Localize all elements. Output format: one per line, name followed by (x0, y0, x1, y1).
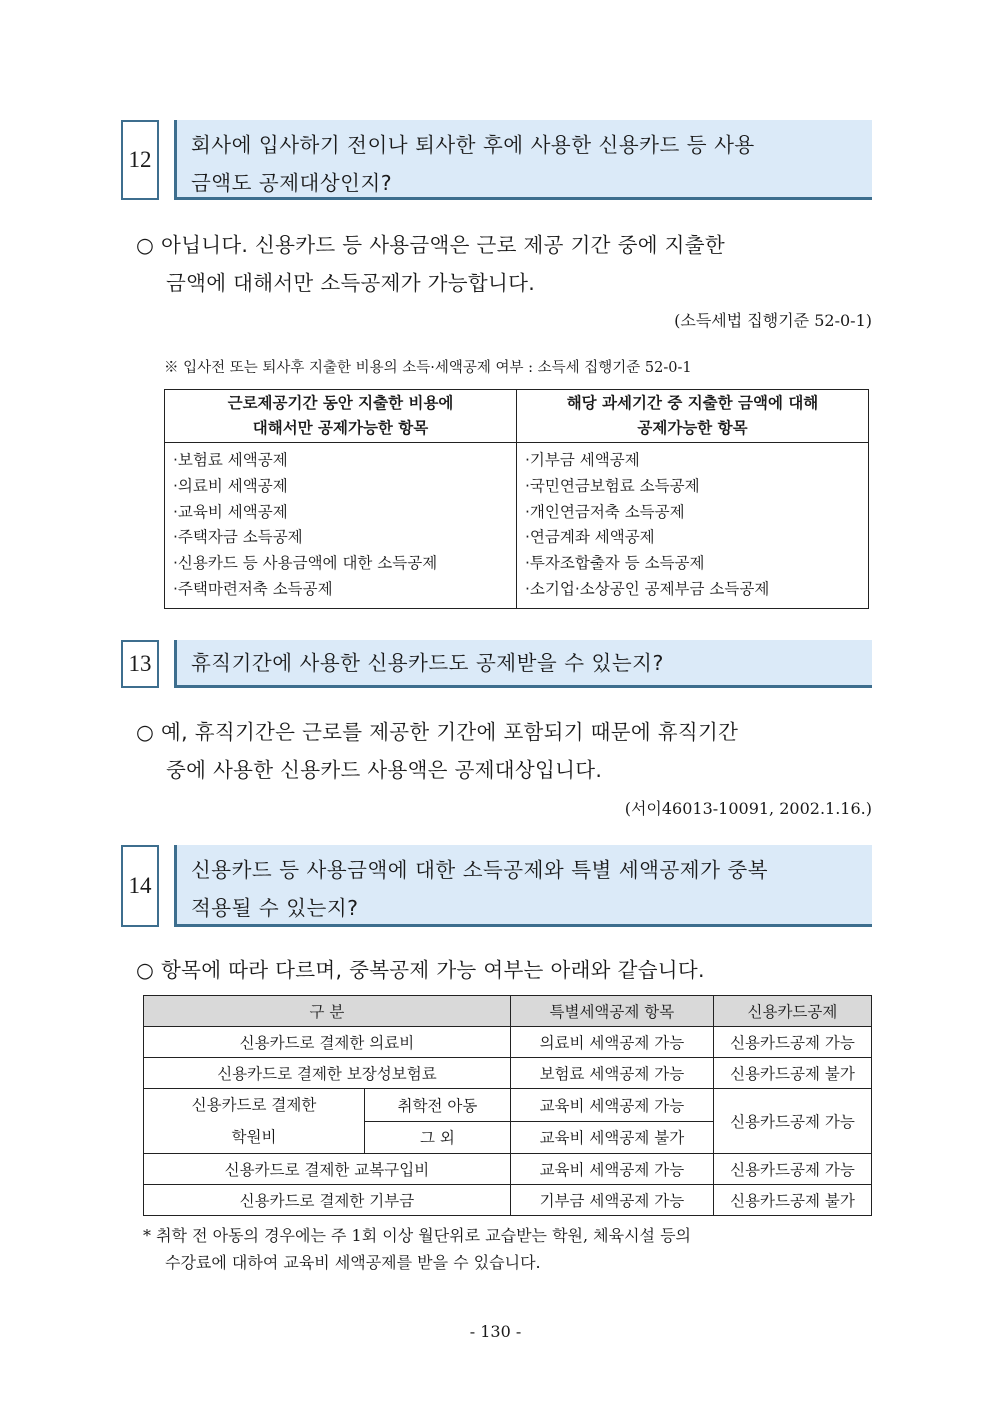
table-header: 근로제공기간 동안 지출한 비용에 대해서만 공제가능한 항목 (165, 390, 517, 443)
question-number: 13 (121, 640, 159, 688)
header-special: 특별세액공제 항목 (510, 996, 713, 1027)
answer-13: ○ 예, 휴직기간은 근로를 제공한 기간에 포함되기 때문에 휴직기간 중에 사용한 신용카드 사용액은 공제대상입니다. (136, 720, 739, 782)
page-number: - 130 - (469, 1322, 522, 1341)
question-number: 12 (121, 120, 159, 200)
header-card: 신용카드공제 (713, 996, 871, 1027)
question-14-header (121, 845, 872, 927)
left-items-cell: ·보험료 세액공제 ·의료비 세액공제 ·교육비 세액공제 ·주택자금 소득공제 ·신용카드 등 사용금액에 대한 소득공제 ·주택마련저축 소득공제 (165, 443, 517, 609)
question-text: 회사에 입사하기 전이나 퇴사한 후에 사용한 신용카드 등 사용 금액도 공제대상인지? (174, 120, 872, 200)
table-row: 신용카드로 결제한 학원비 취학전 아동 교육비 세액공제 가능 신용카드공제 가능 (144, 1089, 872, 1122)
question-text: 휴직기간에 사용한 신용카드도 공제받을 수 있는지? (174, 640, 872, 688)
answer-14: ○ 항목에 따라 다르며, 중복공제 가능 여부는 아래와 같습니다. (136, 958, 705, 982)
table-row: 그 외 교육비 세액공제 불가 (144, 1121, 872, 1154)
question-12-header (121, 120, 872, 200)
right-items-cell: ·기부금 세액공제 ·국민연금보험료 소득공제 ·개인연금저축 소득공제 ·연금계좌 세액공제 ·투자조합출자 등 소득공제 ·소기업·소상공인 공제부금 소득공제 (517, 443, 869, 609)
table-row: 신용카드로 결제한 교복구입비 교육비 세액공제 가능 신용카드공제 가능 (144, 1154, 872, 1185)
duplicate-deduction-table (143, 995, 872, 1216)
table-header: 해당 과세기간 중 지출한 금액에 대해 공제가능한 항목 (517, 390, 869, 443)
footnote: * 취학 전 아동의 경우에는 주 1회 이상 월단위로 교습받는 학원, 체육시설 등의 수강료에 대하여 교육비 세액공제를 받을 수 있습니다. (143, 1226, 691, 1272)
question-text: 신용카드 등 사용금액에 대한 소득공제와 특별 세액공제가 중복 적용될 수 있는지? (174, 845, 872, 927)
reference-13: (서이46013-10091, 2002.1.16.) (624, 799, 872, 818)
deduction-period-table (164, 389, 869, 609)
note-12: ※ 입사전 또는 퇴사후 지출한 비용의 소득·세액공제 여부 : 소득세 집행기준 52-0-1 (164, 360, 692, 376)
table-row: 신용카드로 결제한 보장성보험료 보험료 세액공제 가능 신용카드공제 불가 (144, 1058, 872, 1089)
question-number: 14 (121, 845, 159, 927)
question-13-header (121, 640, 872, 688)
answer-12: ○ 아닙니다. 신용카드 등 사용금액은 근로 제공 기간 중에 지출한 금액에 대해서만 소득공제가 가능합니다. (136, 233, 725, 295)
table-row: 신용카드로 결제한 기부금 기부금 세액공제 가능 신용카드공제 불가 (144, 1185, 872, 1216)
header-category: 구 분 (144, 996, 511, 1027)
table-row: 신용카드로 결제한 의료비 의료비 세액공제 가능 신용카드공제 가능 (144, 1027, 872, 1058)
reference-12: (소득세법 집행기준 52-0-1) (674, 311, 872, 330)
